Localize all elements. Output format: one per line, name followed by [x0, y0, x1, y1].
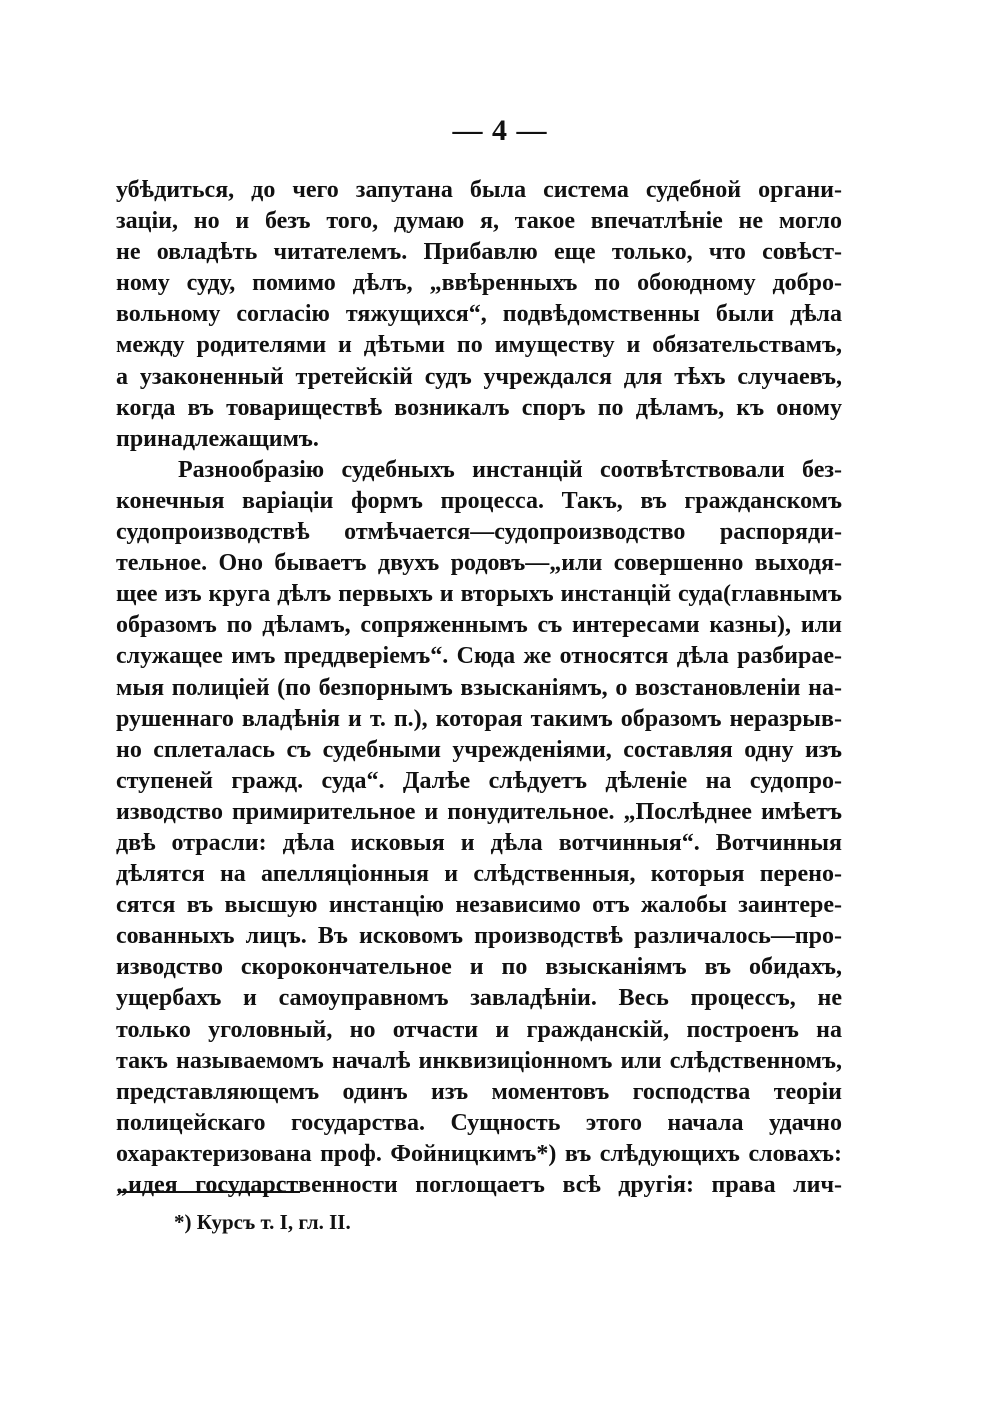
- text-line: щее изъ круга дѣлъ первыхъ и вторыхъ инстанцій суда(главнымъ: [116, 581, 842, 608]
- text-line: сятся въ высшую инстанцію независимо отъ жалобы заинтере-: [116, 892, 842, 919]
- text-line: тельное. Оно бываетъ двухъ родовъ—„или совершенно выходя-: [116, 550, 842, 577]
- body-text: [116, 175, 842, 1201]
- text-line: ступеней гражд. суда“. Далѣе слѣдуетъ дѣленіе на судопро-: [116, 767, 842, 794]
- text-line: убѣдиться, до чего запутана была система судебной органи-: [116, 177, 842, 203]
- text-line: сованныхъ лицъ. Въ исковомъ производствѣ различалось—про-: [116, 923, 842, 950]
- text-line: мыя полиціей (по безпорнымъ взысканіямъ, о возстановленіи на-: [116, 674, 842, 701]
- footnote: *) Курсъ т. I, гл. II.: [174, 1210, 351, 1234]
- text-line: рушеннаго владѣнія и т. п.), которая такимъ образомъ неразрыв-: [116, 705, 842, 732]
- text-line: не овладѣть читателемъ. Прибавлю еще только, что совѣст-: [116, 239, 842, 266]
- text-line: но сплеталась съ судебными учрежденіями, составляя одну изъ: [116, 736, 842, 763]
- text-line: изводство скорокончательное и по взысканіямъ въ обидахъ,: [116, 954, 842, 981]
- paragraph-start-line: Разнообразію судебныхъ инстанцій соотвѣтствовали без-: [178, 456, 842, 483]
- text-line: полицейскаго государства. Сущность этого начала удачно: [116, 1109, 842, 1136]
- text-line: а узаконенный третейскій судъ учреждался для тѣхъ случаевъ,: [116, 363, 842, 390]
- text-line: образомъ по дѣламъ, сопряженнымъ съ интересами казны), или: [116, 612, 842, 639]
- text-line: конечныя варіаціи формъ процесса. Такъ, въ гражданскомъ: [116, 487, 842, 514]
- footnote-divider: [118, 1191, 300, 1193]
- text-line: только уголовный, но отчасти и гражданскій, построенъ на: [116, 1016, 842, 1043]
- text-line: такъ называемомъ началѣ инквизиціонномъ или слѣдственномъ,: [116, 1047, 842, 1074]
- text-line: ному суду, помимо дѣлъ, „ввѣренныхъ по обоюдному добро-: [116, 270, 842, 297]
- text-line: дѣлятся на апелляціонныя и слѣдственныя, которыя перено-: [116, 861, 842, 888]
- text-line: изводство примирительное и понудительное. „Послѣднее имѣетъ: [116, 798, 842, 825]
- text-line: „идея государственности поглощаетъ всѣ другія: права лич-: [116, 1172, 842, 1198]
- text-line: судопроизводствѣ отмѣчается—судопроизводство распоряди-: [116, 519, 842, 546]
- text-line: служащее имъ преддверіемъ“. Сюда же относятся дѣла разбирае-: [116, 643, 842, 670]
- page-number: — 4 —: [452, 114, 548, 147]
- text-line: заціи, но и безъ того, думаю я, такое впечатлѣніе не могло: [116, 208, 842, 235]
- text-line: между родителями и дѣтьми по имуществу и обязательствамъ,: [116, 332, 842, 359]
- text-line: двѣ отрасли: дѣла исковыя и дѣла вотчинныя“. Вотчинныя: [116, 829, 842, 856]
- text-line: охарактеризована проф. Фойницкимъ*) въ слѣдующихъ словахъ:: [116, 1140, 842, 1167]
- text-line: представляющемъ одинъ изъ моментовъ господства теоріи: [116, 1078, 842, 1105]
- text-line: вольному согласію тяжущихся“, подвѣдомственны были дѣла: [116, 301, 842, 328]
- text-line: принадлежащимъ.: [116, 425, 319, 452]
- text-line: ущербахъ и самоуправномъ завладѣніи. Весь процессъ, не: [116, 985, 842, 1012]
- text-line: когда въ товариществѣ возникалъ споръ по дѣламъ, къ оному: [116, 394, 842, 421]
